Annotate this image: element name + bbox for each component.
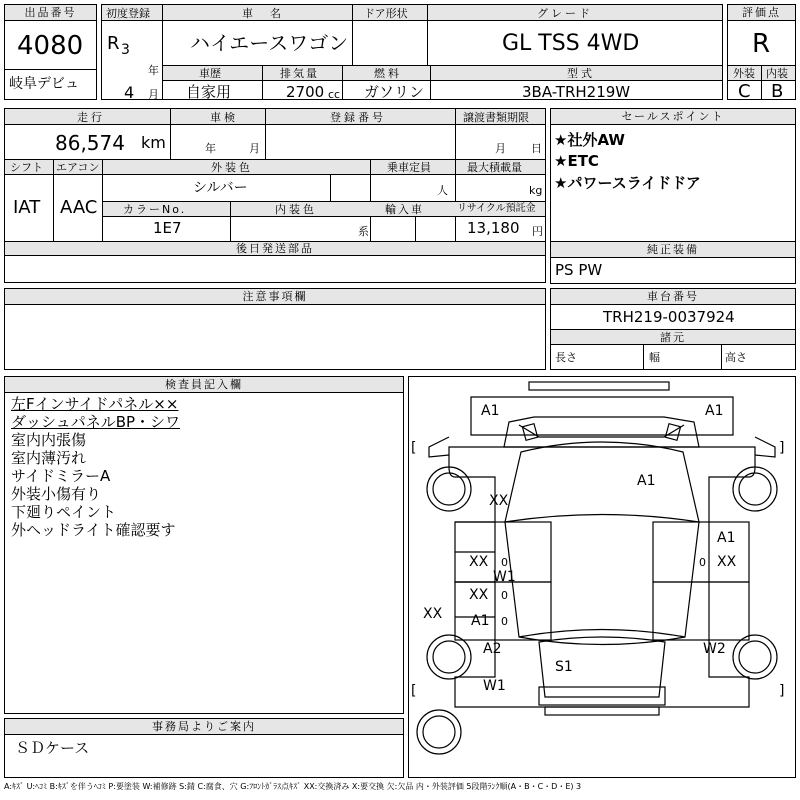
front-left-wheel <box>427 467 471 511</box>
lot-number: 4080 <box>17 31 84 61</box>
ext-color: シルバー <box>193 180 248 196</box>
inspector-line-7: 下廻りペイント <box>11 503 117 521</box>
mark-xx-right-door: XX <box>717 554 737 570</box>
inspector-line-6: 外装小傷有り <box>11 485 102 503</box>
main-info-box <box>101 4 723 100</box>
fuel: ガソリン <box>364 83 425 101</box>
year-num: 3 <box>121 42 130 58</box>
height-label: 高さ <box>725 351 747 364</box>
mark-a1-right-door: A1 <box>717 530 736 546</box>
score-box <box>727 4 796 100</box>
mark-s1: S1 <box>555 659 573 675</box>
roof-panel <box>505 522 699 645</box>
mark-xx-left-door: XX <box>469 554 489 570</box>
spec-label: 諸元 <box>551 330 795 345</box>
history: 自家用 <box>186 83 232 101</box>
office-box <box>4 718 404 778</box>
mark-o-left-1: 0 <box>501 556 508 569</box>
sales-label: セールスポイント <box>551 109 795 125</box>
car-diagram-svg <box>409 377 795 777</box>
history-label: 車歴 <box>199 67 221 80</box>
recycle-unit: 円 <box>532 225 543 238</box>
displacement: 2700 <box>286 83 325 101</box>
chassis-number: TRH219-0037924 <box>603 308 735 326</box>
bracket-right-close: ] <box>779 440 785 456</box>
bracket-right-close-rear: ] <box>779 683 785 699</box>
transfer-label: 譲渡書類期限 <box>463 111 529 124</box>
mark-xx-left-rear: XX <box>469 587 489 603</box>
mark-o-left-3: 0 <box>501 615 508 628</box>
mileage-unit: km <box>141 133 166 152</box>
venue: 岐阜デビュ <box>9 76 79 92</box>
inspector-line-1: 左Fインサイドパネル×× <box>11 395 179 413</box>
mark-w1-rear: W1 <box>483 678 506 694</box>
color-no-label: カラーNo. <box>123 203 187 216</box>
transfer-month: 月 <box>495 142 506 155</box>
width-label: 幅 <box>649 351 660 364</box>
notes-label: 注意事項欄 <box>5 289 545 305</box>
mark-o-left-2: 0 <box>501 589 508 602</box>
later-parts-label: 後日発送部品 <box>5 242 545 256</box>
mark-o-right-1: 0 <box>699 556 706 569</box>
chassis-box <box>550 288 796 370</box>
load-label: 最大積載量 <box>467 161 522 174</box>
recycle-label: リサイクル預託金 <box>457 203 536 214</box>
car-name-label: 車 名 <box>242 7 284 20</box>
chassis-label: 車台番号 <box>551 289 795 305</box>
year-unit: 年 <box>148 64 159 77</box>
lot-label: 出品番号 <box>5 5 96 21</box>
fuel-label: 燃料 <box>374 67 402 80</box>
score-label: 評価点 <box>728 5 795 21</box>
mark-xx-front-left: XX <box>489 493 509 509</box>
legend: A:ｷｽﾞ U:ﾍｺﾐ B:ｷｽﾞを伴うﾍｺﾐ P:要塗装 W:補修跡 S:錆 C:腐食、穴 G:ﾌﾛﾝﾄｶﾞﾗｽ点ｷｽﾞ XX:交換済み X:要交換 欠:欠品 内・外装評価 5段階ﾗﾝｸ順(A・B・C・D・E) 3 <box>4 782 582 791</box>
mileage: 86,574 <box>55 131 125 155</box>
damage-diagram <box>408 376 796 778</box>
rear-bumper <box>539 687 665 705</box>
inspector-line-4: 室内薄汚れ <box>11 449 87 467</box>
ac-label: エアコン <box>56 161 100 174</box>
door-label: ドア形状 <box>364 7 408 20</box>
score: R <box>752 29 771 59</box>
model: 3BA-TRH219W <box>522 83 631 101</box>
notes-box <box>4 288 546 370</box>
later-parts-area <box>4 255 546 283</box>
int-color-unit: 系 <box>358 225 369 238</box>
month-unit: 月 <box>148 88 159 101</box>
genuine: PS PW <box>555 261 603 279</box>
office-text: ＳＤケース <box>15 739 90 757</box>
month-num: 4 <box>124 83 135 102</box>
displacement-unit: cc <box>328 88 341 101</box>
recycle: 13,180 <box>467 219 520 237</box>
mark-a1-roof: A1 <box>637 473 656 489</box>
era: R <box>107 33 120 54</box>
transfer-day: 日 <box>531 142 542 155</box>
color-no: 1E7 <box>153 219 182 237</box>
mark-a1-front-right: A1 <box>705 403 724 419</box>
capacity-label: 乗車定員 <box>387 161 431 174</box>
reg-no-label: 登録番号 <box>330 111 386 124</box>
ac-value: AAC <box>60 197 98 218</box>
mark-a1-left-rear: A1 <box>471 613 490 629</box>
shift-label: シフト <box>10 161 43 174</box>
sales-points-box <box>550 108 796 284</box>
int-color-label: 内装色 <box>275 203 317 216</box>
interior-label: 内装 <box>766 67 788 80</box>
inspector-line-5: サイドミラーA <box>11 467 111 485</box>
interior-grade: B <box>771 81 784 102</box>
mark-w1-mid: W1 <box>493 569 516 585</box>
bracket-left-open: [ <box>411 440 417 456</box>
grade-label: グレード <box>537 7 593 20</box>
first-reg-label: 初度登録 <box>106 7 150 20</box>
model-label: 型式 <box>567 67 595 80</box>
mileage-label: 走行 <box>77 111 105 124</box>
spec-table <box>4 108 546 256</box>
office-label: 事務局よりご案内 <box>5 719 403 735</box>
inspector-line-3: 室内内張傷 <box>11 431 87 449</box>
shift-value: IAT <box>13 197 41 218</box>
windshield <box>505 442 699 522</box>
inspector-line-2: ダッシュパネルBP・シワ <box>11 413 181 431</box>
import-label: 輸入車 <box>385 203 424 216</box>
capacity-unit: 人 <box>437 184 448 197</box>
ext-color-label: 外装色 <box>211 161 253 174</box>
mark-xx-sill: XX <box>423 606 443 622</box>
sales-point-2: ★ETC <box>554 152 599 170</box>
insp-month: 月 <box>249 142 260 155</box>
sales-point-1: ★社外AW <box>554 131 625 149</box>
front-bumper <box>471 397 733 435</box>
inspection-label: 車検 <box>210 111 238 124</box>
exterior-label: 外装 <box>733 67 755 80</box>
front-bumper-strip <box>529 382 669 390</box>
lot-box <box>4 4 97 100</box>
sales-point-3: ★パワースライドドア <box>554 174 701 192</box>
genuine-label: 純正装備 <box>551 242 795 258</box>
inspector-box <box>4 376 404 714</box>
exterior-grade: C <box>738 81 751 102</box>
car-name: ハイエースワゴン <box>190 31 349 55</box>
displacement-label: 排気量 <box>280 67 319 80</box>
insp-year: 年 <box>205 142 216 155</box>
load-unit: kg <box>529 184 543 197</box>
mark-a1-front-left: A1 <box>481 403 500 419</box>
length-label: 長さ <box>555 351 577 364</box>
mark-w2: W2 <box>703 641 726 657</box>
inspector-line-8: 外ヘッドライト確認要す <box>11 521 176 539</box>
inspector-label: 検査員記入欄 <box>5 377 403 393</box>
bracket-left-open-rear: [ <box>411 683 417 699</box>
rear-step <box>545 707 659 715</box>
mark-a2: A2 <box>483 641 502 657</box>
right-rear-door <box>653 582 749 640</box>
grade: GL TSS 4WD <box>502 31 640 56</box>
